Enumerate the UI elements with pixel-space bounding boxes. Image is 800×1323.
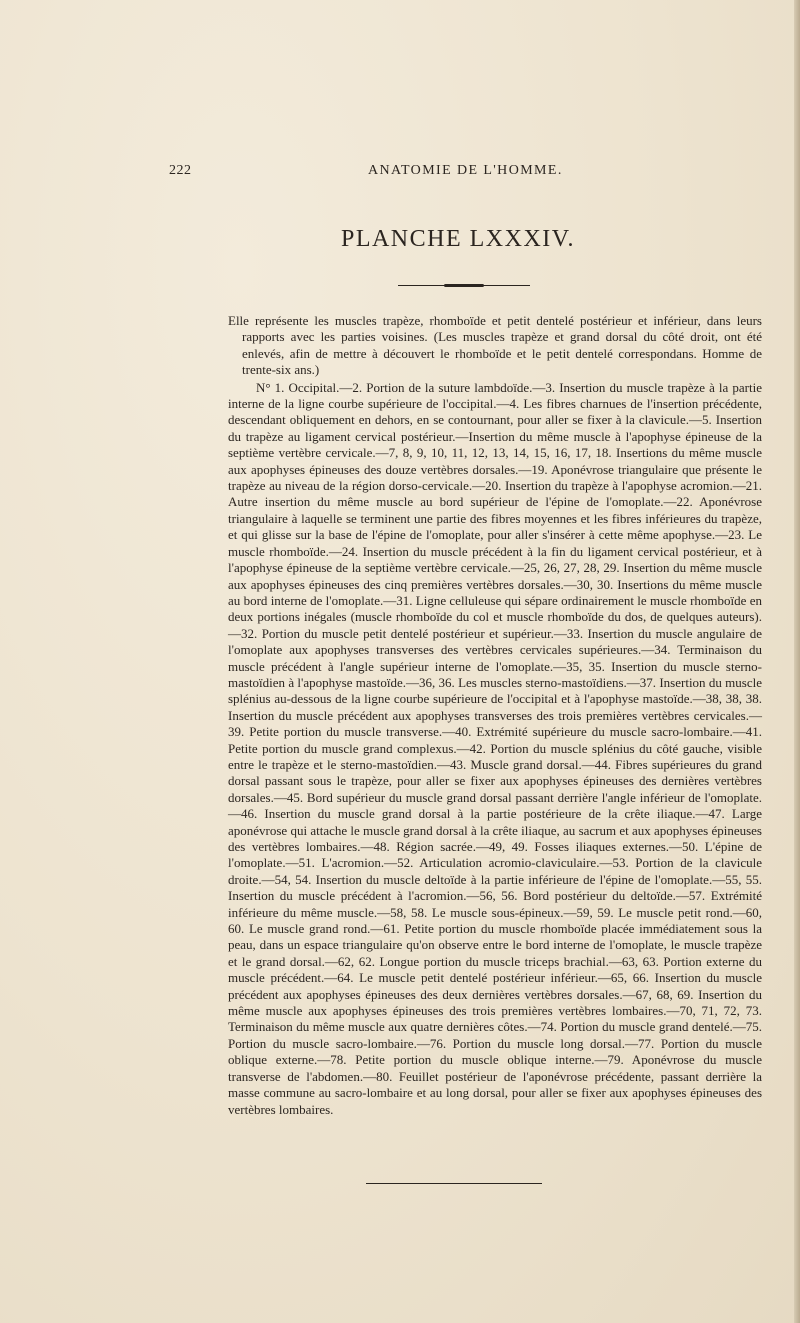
plate-title: PLANCHE LXXXIV. — [340, 226, 576, 252]
end-rule — [366, 1183, 542, 1184]
legend-paragraph: N° 1. Occipital.—2. Portion de la suture lambdoïde.—3. Insertion du muscle trapèze à la partie interne de la ligne courbe supérieure de l'occipital.—4. Les fibres charnues de l'insertion précédente, descendant obliquement en dehors, en se contournant, pour aller se fixer à la clavicule.—5. Insertion du trapèze au ligament cervical postérieur.—Insertion du même muscle à l'apophyse épineuse de la septième vertèbre cervicale.—7, 8, 9, 10, 11, 12, 13, 14, 15, 16, 17, 18. Insertions du même muscle aux apophyses épineuses des douze vertèbres dorsales.—19. Aponévrose triangulaire que présente le trapèze au niveau de la région dorso-cervicale.—20. Insertion du trapèze à l'apophyse acromion.—21. Autre insertion du même muscle au bord supérieur de l'épine de l'omoplate.—22. Aponévrose triangulaire à laquelle se terminent une partie des fibres moyennes et les fibres inférieures du trapèze, et qui glisse sur la base de l'épine de l'omoplate, pour aller s'insérer à cette même apophyse.—23. Le muscle rhomboïde.—24. Insertion du muscle précédent à la fin du ligament cervical postérieur, et à l'apophyse épineuse de la septième vertèbre cervicale.—25, 26, 27, 28, 29. Insertion du même muscle aux apophyses épineuses des cinq premières vertèbres dorsales.—30, 30. Insertions du même muscle au bord interne de l'omoplate.—31. Ligne celluleuse qui sépare ordinairement le muscle rhomboïde en deux portions inégales (muscle rhomboïde du col et muscle rhomboïde du dos, de quelques auteurs).—32. Portion du muscle petit dentelé postérieur et supérieur.—33. Insertion du muscle angulaire de l'omoplate aux apophyses transverses des vertèbres cervicales supérieures.—34. Terminaison du muscle précédent à l'angle supérieur interne de l'omoplate.—35, 35. Insertion du muscle sterno-mastoïdien à l'apophyse mastoïde.—36, 36. Les muscles sterno-mastoïdiens.—37. Insertion du muscle splénius au-dessous de la ligne courbe supérieure de l'occipital et à l'apophyse mastoïde.—38, 38, 38. Insertion du muscle précédent aux apophyses transverses des trois premières vertèbres cervicales.—39. Petite portion du muscle transverse.—40. Extrémité supérieure du muscle sacro-lombaire.—41. Petite portion du muscle grand complexus.—42. Portion du muscle splénius du côté gauche, visible entre le trapèze et le sterno-mastoïdien.—43. Muscle grand dorsal.—44. Fibres supérieures du grand dorsal passant sous le trapèze, pour aller se fixer aux apophyses épineuses des dernières vertèbres dorsales.—45. Bord supérieur du muscle grand dorsal passant derrière l'angle inférieur de l'omoplate.—46. Insertion du muscle grand dorsal à la partie postérieure de la crête iliaque.—47. Large aponévrose qui attache le muscle grand dorsal à la crête iliaque, au sacrum et aux apophyses épineuses des vertèbres lombaires.—48. Région sacrée.—49, 49. Fosses iliaques externes.—50. L'épine de l'omoplate.—51. L'acromion.—52. Articulation acromio-claviculaire.—53. Portion de la clavicule droite.—54, 54. Insertion du muscle deltoïde à la partie inférieure de l'épine de l'omoplate.—55, 55. Insertion du muscle précédent à l'acromion.—56, 56. Bord postérieur du deltoïde.—57. Extrémité inférieure du même muscle.—58, 58. Le muscle sous-épineux.—59, 59. Le muscle petit rond.—60, 60. Le muscle grand rond.—61. Petite portion du muscle rhomboïde placée immédiatement sous la peau, dans un espace triangulaire qu'on observe entre le bord interne de l'omoplate, le muscle trapèze et le grand dorsal.—62, 62. Longue portion du muscle triceps brachial.—63, 63. Portion externe du muscle précédent.—64. Le muscle petit dentelé postérieur inférieur.—65, 66. Insertion du muscle précédent aux apophyses épineuses des deux dernières vertèbres dorsales.—67, 68, 69. Insertion du même muscle aux apophyses épineuses des trois premières vertèbres lombaires.—70, 71, 72, 73. Terminaison du même muscle aux quatre dernières côtes.—74. Portion du muscle grand dentelé.—75. Portion du muscle sacro-lombaire.—76. Portion du muscle long dorsal.—77. Portion du muscle oblique externe.—78. Petite portion du muscle oblique interne.—79. Aponévrose du muscle transverse de l'abdomen.—80. Feuillet postérieur de l'aponévrose précédente, passant derrière la masse commune au sacro-lombaire et au long dorsal, pour aller se fixer aux apophyses épineuses des vertèbres lombaires. — [228, 379, 762, 1117]
title-ornament-rule — [398, 284, 530, 287]
page-number: 222 — [169, 163, 192, 178]
page-edge-shadow — [794, 0, 800, 1323]
intro-paragraph: Elle représente les muscles trapèze, rhomboïde et petit dentelé postérieur et inférieur, dans leurs rapports avec les parties voisines. (Les muscles trapèze et grand dorsal du côté droit, ont été enlevés, afin de mettre à découvert le rhomboïde et le petit dentelé correspondans. Homme de trente-six ans.) — [228, 313, 762, 378]
plate-description — [228, 313, 762, 1118]
running-head: ANATOMIE DE L'HOMME. — [368, 163, 563, 178]
